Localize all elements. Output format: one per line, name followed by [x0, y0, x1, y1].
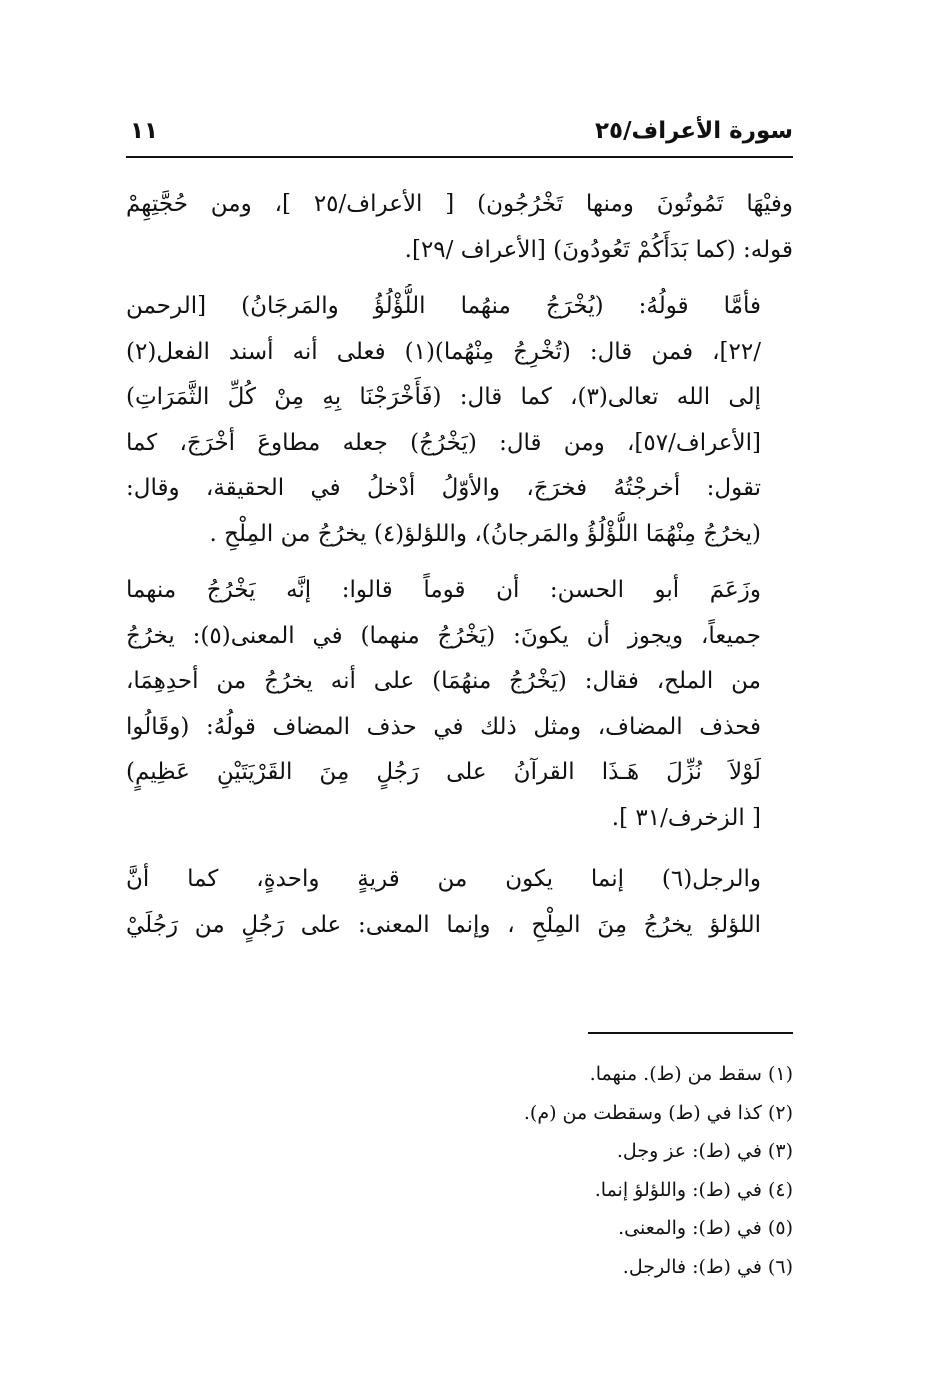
surah-header-title: سورة الأعراف/٢٥	[595, 118, 793, 144]
running-header	[126, 112, 793, 158]
paragraph-2	[126, 284, 793, 557]
text-line: والرجل(٦) إنما يكون من قريةٍ واحدةٍ، كما أنَّ	[126, 866, 761, 892]
footnote-separator	[588, 1032, 793, 1034]
footnotes	[126, 1055, 793, 1287]
text-line: وزَعَمَ أبو الحسن: أن قوماً قالوا: إنَّه يَخْرُجُ منهما	[126, 577, 761, 603]
text-line: جميعاً، ويجوز أن يكونَ: (يَخْرُجُ منهما) في المعنى(٥): يخرُجُ	[126, 622, 761, 649]
footnote-4: (٤) في (ط): واللؤلؤ إنما.	[594, 1178, 793, 1201]
text-line: من الملح، فقال: (يَخْرُجُ منهُمَا) على أنه يخرُجُ من أحدِهِمَا،	[126, 668, 761, 694]
footnote-2: (٢) كذا في (ط) وسقطت من (م).	[523, 1101, 793, 1124]
text-line: وفيْهَا تَمُوتُونَ ومنها تَخْرُجُون) [ الأعراف/٢٥ ]، ومن حُجَّتِهِمْ	[126, 191, 793, 217]
paragraph-3	[126, 568, 793, 841]
main-text	[126, 182, 793, 959]
text-line: قوله: (كما بَدَأَكُمْ تَعُودُونَ) [الأعراف /٢٩].	[404, 236, 793, 263]
text-line: لَوْلاَ نُزِّلَ هَـذَا القرآنُ على رَجُلٍ مِنَ القَرْيَتَيْنِ عَظِيمٍ)	[126, 759, 761, 785]
text-line: [ الزخرف/٣١ ].	[611, 804, 761, 831]
footnote-1: (١) سقط من (ط). منهما.	[589, 1063, 793, 1085]
footnote-6: (٦) في (ط): فالرجل.	[622, 1255, 793, 1278]
text-line: [الأعراف/٥٧]، ومن قال: (يَخْرُجُ) جعله مطاوعَ أخْرَجَ، كما	[126, 429, 761, 456]
text-line: فأمَّا قولُهُ: (يُخْرَجُ منهُما اللُّؤْلُؤُ والمَرجَانُ) [الرحمن	[126, 293, 761, 319]
text-line: /٢٢]، فمن قال: (تُخْرِجُ مِنْهُما)(١) فعلى أنه أسند الفعل(٢)	[126, 338, 761, 365]
footnote-3: (٣) في (ط): عز وجل.	[616, 1140, 793, 1163]
page-number: ١١	[130, 118, 159, 144]
text-line: فحذف المضاف، ومثل ذلك في حذف المضاف قولُهُ: (وقَالُوا	[126, 713, 761, 740]
paragraph-1	[126, 182, 793, 273]
text-line: إلى الله تعالى(٣)، كما قال: (فَأَخْرَجْنَا بِهِ مِنْ كُلِّ الثَّمَرَاتِ)	[126, 384, 761, 410]
text-line: تقول: أخرجْتُهُ فخرَجَ، والأوّلُ أدْخلُ في الحقيقة، وقال:	[126, 475, 761, 501]
text-line: اللؤلؤ يخرُجُ مِنَ المِلْحِ ، وإنما المعنى: على رَجُلٍ من رَجُلَيْ	[126, 911, 761, 938]
paragraph-4	[126, 857, 793, 948]
footnote-5: (٥) في (ط): والمعنى.	[618, 1217, 793, 1240]
text-line: (يخرُجُ مِنْهُمَا اللُّؤْلُؤُ والمَرجانُ)، واللؤلؤ(٤) يخرُجُ من المِلْحِ .	[209, 520, 761, 547]
